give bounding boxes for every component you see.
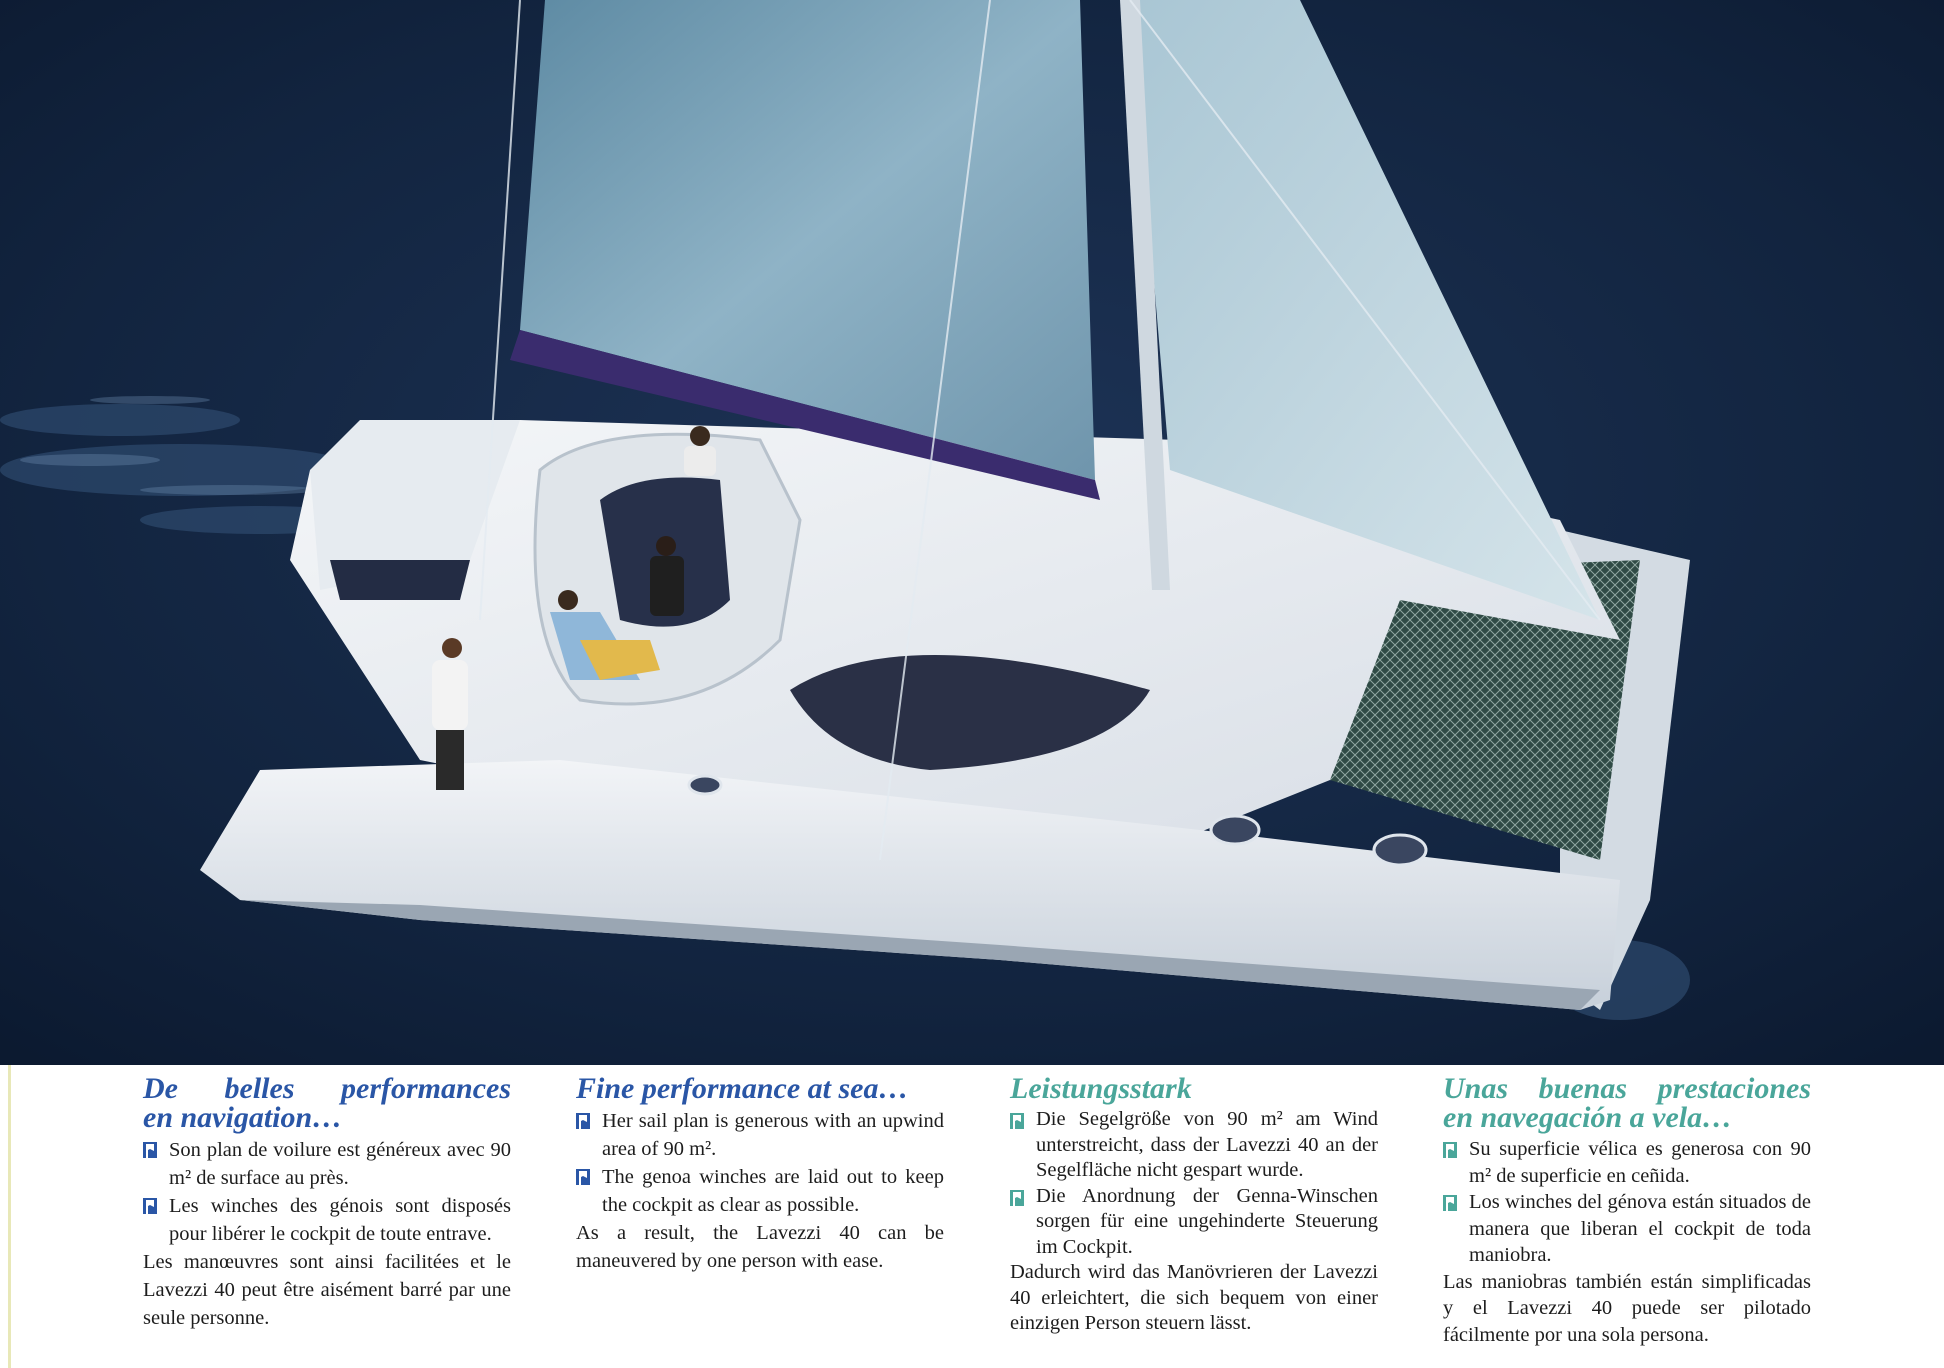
- german-bullet-1: Die Segelgröße von 90 m² am Wind unterstreicht, dass der Lavezzi 40 an der Segelfläche nicht gespart wurde.: [1010, 1107, 1378, 1184]
- french-heading: [143, 1074, 511, 1132]
- german-bullet-2: Die Anordnung der Genna-Winschen sorgen für eine ungehinderte Steuerung im Cockpit.: [1010, 1184, 1378, 1261]
- english-heading-line1: Fine performance at sea…: [576, 1072, 909, 1105]
- german-heading: [1010, 1074, 1378, 1103]
- spanish-column: [1443, 1074, 1811, 1348]
- flag-bullet-icon: [143, 1142, 157, 1158]
- spanish-bullet-1: Su superficie vélica es generosa con 90 m² de superficie en ceñida.: [1443, 1136, 1811, 1189]
- german-column: [1010, 1074, 1378, 1337]
- spanish-bullet-2: Los winches del génova están situados de manera que liberan el cockpit de toda maniobra.: [1443, 1189, 1811, 1269]
- flag-bullet-icon: [576, 1113, 590, 1129]
- english-bullet-1: Her sail plan is generous with an upwind area of 90 m².: [576, 1107, 944, 1163]
- french-heading-line2: en navigation…: [143, 1101, 343, 1134]
- english-heading: [576, 1074, 944, 1103]
- flag-bullet-icon: [576, 1169, 590, 1185]
- flag-bullet-icon: [143, 1198, 157, 1214]
- flag-bullet-icon: [1443, 1142, 1457, 1158]
- flag-bullet-icon: [1443, 1195, 1457, 1211]
- french-heading-line1: De belles performances: [143, 1072, 511, 1105]
- spanish-paragraph: Las maniobras también están simplificadas y el Lavezzi 40 puede ser pilotado fácilmente por una sola persona.: [1443, 1270, 1811, 1346]
- flag-bullet-icon: [1010, 1113, 1024, 1129]
- english-column: [576, 1074, 944, 1275]
- french-bullet-1: Son plan de voilure est généreux avec 90 m² de surface au près.: [143, 1136, 511, 1192]
- spanish-heading-line2: en navegación a vela…: [1443, 1101, 1733, 1134]
- left-margin-rule: [8, 1065, 11, 1368]
- french-paragraph: Les manœuvres sont ainsi facilitées et le Lavezzi 40 peut être aisément barré par une seule personne.: [143, 1251, 511, 1329]
- french-column: [143, 1074, 511, 1332]
- german-paragraph: Dadurch wird das Manövrieren der Lavezzi 40 erleichtert, die sich bequem von einer einzigen Person steuern lässt.: [1010, 1261, 1378, 1334]
- french-bullet-2: Les winches des génois sont disposés pour libérer le cockpit de toute entrave.: [143, 1192, 511, 1248]
- spanish-heading: [1443, 1074, 1811, 1132]
- english-bullet-2: The genoa winches are laid out to keep the cockpit as clear as possible.: [576, 1163, 944, 1219]
- spanish-heading-line1: Unas buenas prestaciones: [1443, 1072, 1811, 1105]
- flag-bullet-icon: [1010, 1190, 1024, 1206]
- english-paragraph: As a result, the Lavezzi 40 can be maneuvered by one person with ease.: [576, 1222, 944, 1272]
- german-heading-line1: Leistungsstark: [1010, 1072, 1192, 1105]
